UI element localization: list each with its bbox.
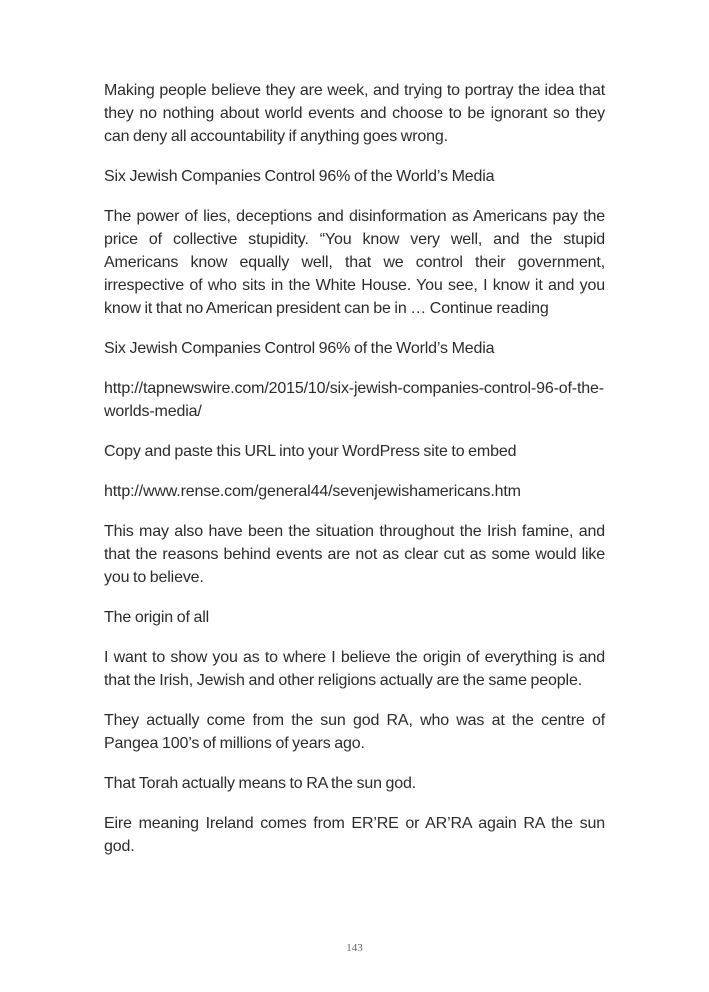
url-rense: http://www.rense.com/general44/sevenjewishamericans.htm <box>104 483 521 500</box>
paragraph-sun-god-ra: They actually come from the sun god RA, who was at the centre of Pangea 100’s of millions of years ago. <box>104 712 605 752</box>
article-title-media-repeat: Six Jewish Companies Control 96% of the World’s Media <box>104 340 495 357</box>
paragraph-week-idea: Making people believe they are week, and trying to portray the idea that they no nothing about world events and choose to be ignorant so they can deny all accountability if anything goes wrong. <box>104 82 605 145</box>
page-body <box>104 79 605 875</box>
paragraph-origin-of-everything: I want to show you as to where I believe the origin of everything is and that the Irish, Jewish and other religions actually are the same people. <box>104 649 605 689</box>
paragraph-torah: That Torah actually means to RA the sun god. <box>104 775 417 792</box>
article-title-media: Six Jewish Companies Control 96% of the World’s Media <box>104 168 495 185</box>
paragraph-irish-famine: This may also have been the situation throughout the Irish famine, and that the reasons behind events are not as clear cut as some would like you to believe. <box>104 523 605 586</box>
paragraph-eire: Eire meaning Ireland comes from ER’RE or AR’RA again RA the sun god. <box>104 815 605 855</box>
page-number: 143 <box>346 942 363 954</box>
url-tapnewswire: http://tapnewswire.com/2015/10/six-jewish-companies-control-96-of-the-worlds-media/ <box>104 380 604 420</box>
paragraph-power-of-lies: The power of lies, deceptions and disinformation as Americans pay the price of collective stupidity. “You know very well, and the stupid Americans know equally well, that we control their government, irrespective of who sits in the White House. You see, I know it and you know it that no American president can be in … Continue reading <box>104 208 605 317</box>
embed-instruction: Copy and paste this URL into your WordPress site to embed <box>104 443 517 460</box>
section-heading-origin: The origin of all <box>104 609 210 626</box>
